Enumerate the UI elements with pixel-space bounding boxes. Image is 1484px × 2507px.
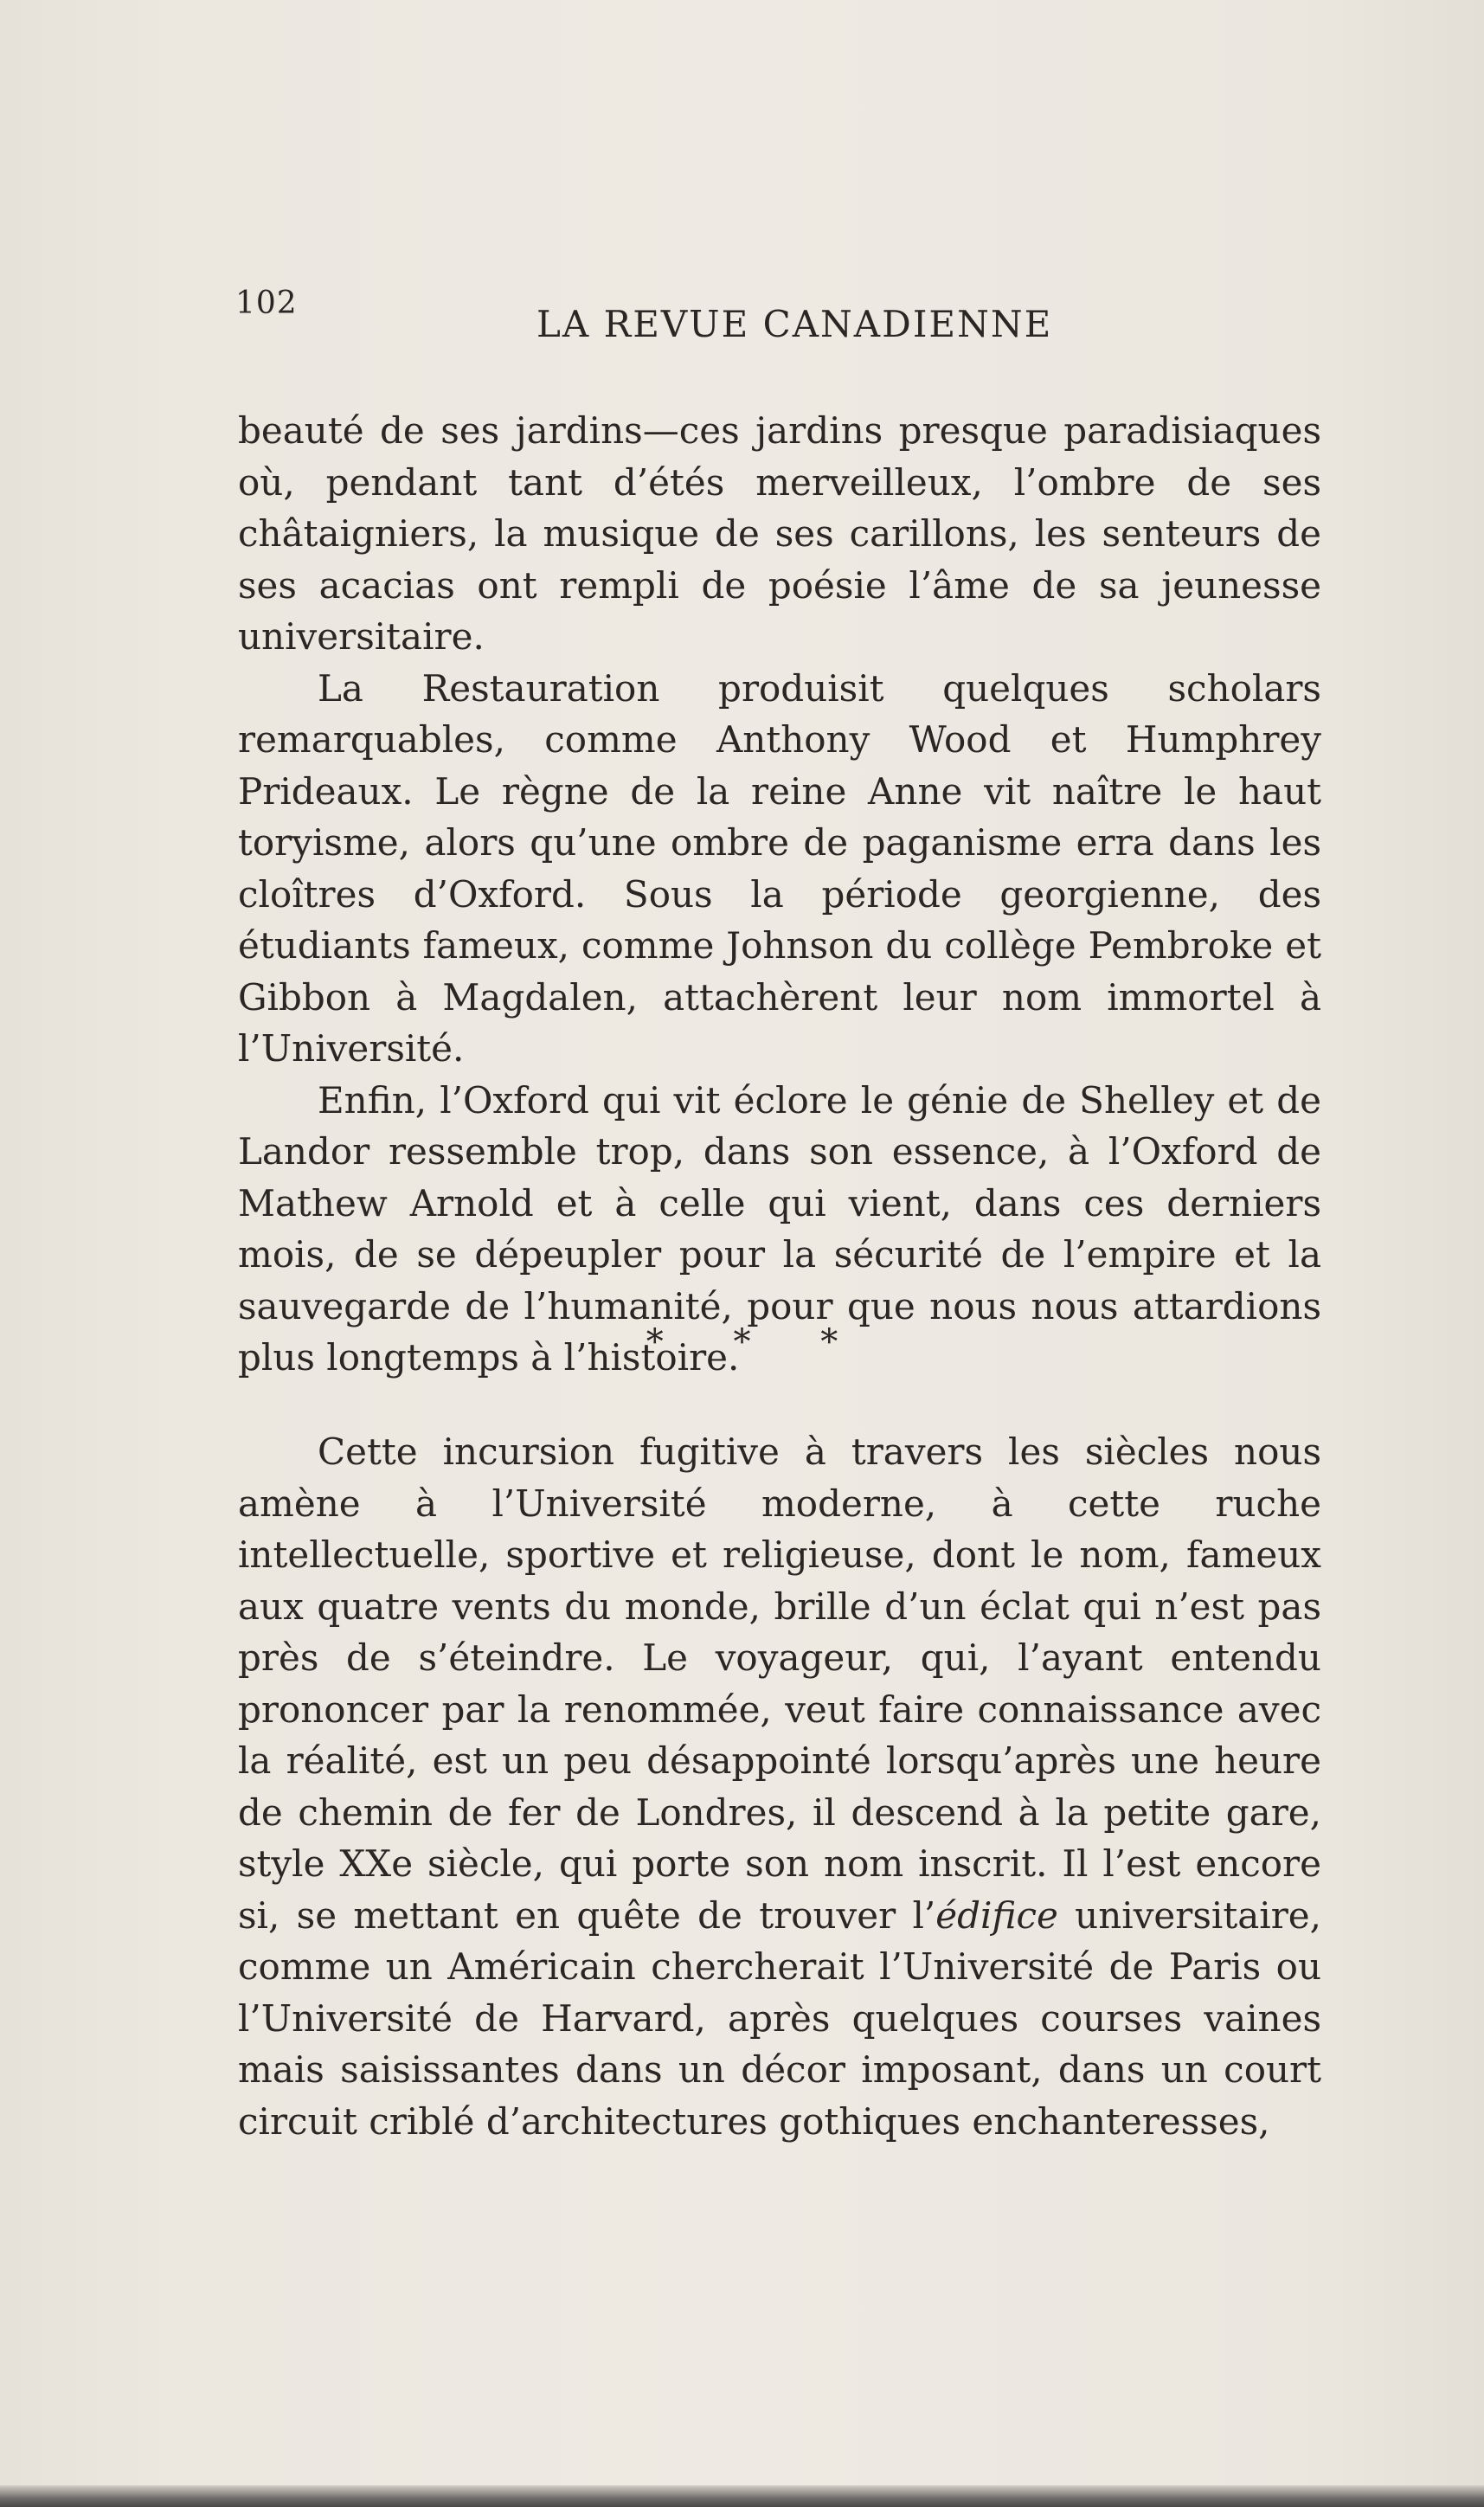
paragraph-4-text-a: Cette incursion fugitive à travers les siècles nous amène à l’Université moderne, à cette ruche intellectuelle, sportive et religieuse, dont le nom, fameux aux quatre vents du monde, brille d’un éclat qui n’est pas près de s’éteindre. Le voyageur, qui, l’ayant entendu prononcer par la renommée, veut faire connaissance avec la réalité, est un peu désappointé lorsqu’après une heure de chemin de fer de Londres, il descend à la petite gare, style XXe siècle, qui porte son nom inscrit. Il l’est encore si, se mettant en quête de trouver l’ xyxy=(238,1430,1321,1937)
paragraph-3: Enfin, l’Oxford qui vit éclore le génie de Shelley et de Landor ressemble trop, dans son essence, à l’Oxford de Mathew Arnold et à celle qui vient, dans ces derniers mois, de se dépeupler pour la sécurité de l’empire et la sauvegarde de l’humanité, pour que nous nous attardions plus longtemps à l’histoire. xyxy=(238,1078,1321,1379)
page-bottom-edge xyxy=(0,2485,1484,2507)
text-section-1 xyxy=(238,405,1321,1384)
paragraph-1: beauté de ses jardins—ces jardins presque paradisiaques où, pendant tant d’étés merveilleux, l’ombre de ses châtaigniers, la musique de ses carillons, les senteurs de ses acacias ont rempli de poésie l’âme de sa jeunesse universitaire. xyxy=(238,409,1321,658)
asterism: * * * xyxy=(646,1322,868,1362)
running-title: LA REVUE CANADIENNE xyxy=(536,303,1053,345)
paragraph-4 xyxy=(238,1426,1321,2147)
text-section-2 xyxy=(238,1426,1321,2147)
section-separator xyxy=(0,1322,1484,1362)
page-number: 102 xyxy=(235,286,298,321)
paragraph-4-text-b: universitaire, comme un Américain chercherait l’Université de Paris ou l’Université de Harvard, après quelques courses vaines mais saisissantes dans un décor imposant, dans un court circuit criblé d’architectures gothiques enchanteresses, xyxy=(238,1893,1321,2143)
paragraph-4-italic-word: édifice xyxy=(935,1893,1058,1937)
paragraph-2: La Restauration produisit quelques scholars remarquables, comme Anthony Wood et Humphrey Prideaux. Le règne de la reine Anne vit naître le haut toryisme, alors qu’une ombre de paganisme erra dans les cloîtres d’Oxford. Sous la période georgienne, des étudiants fameux, comme Johnson du collège Pembroke et Gibbon à Magdalen, attachèrent leur nom immortel à l’Université. xyxy=(238,666,1321,1070)
